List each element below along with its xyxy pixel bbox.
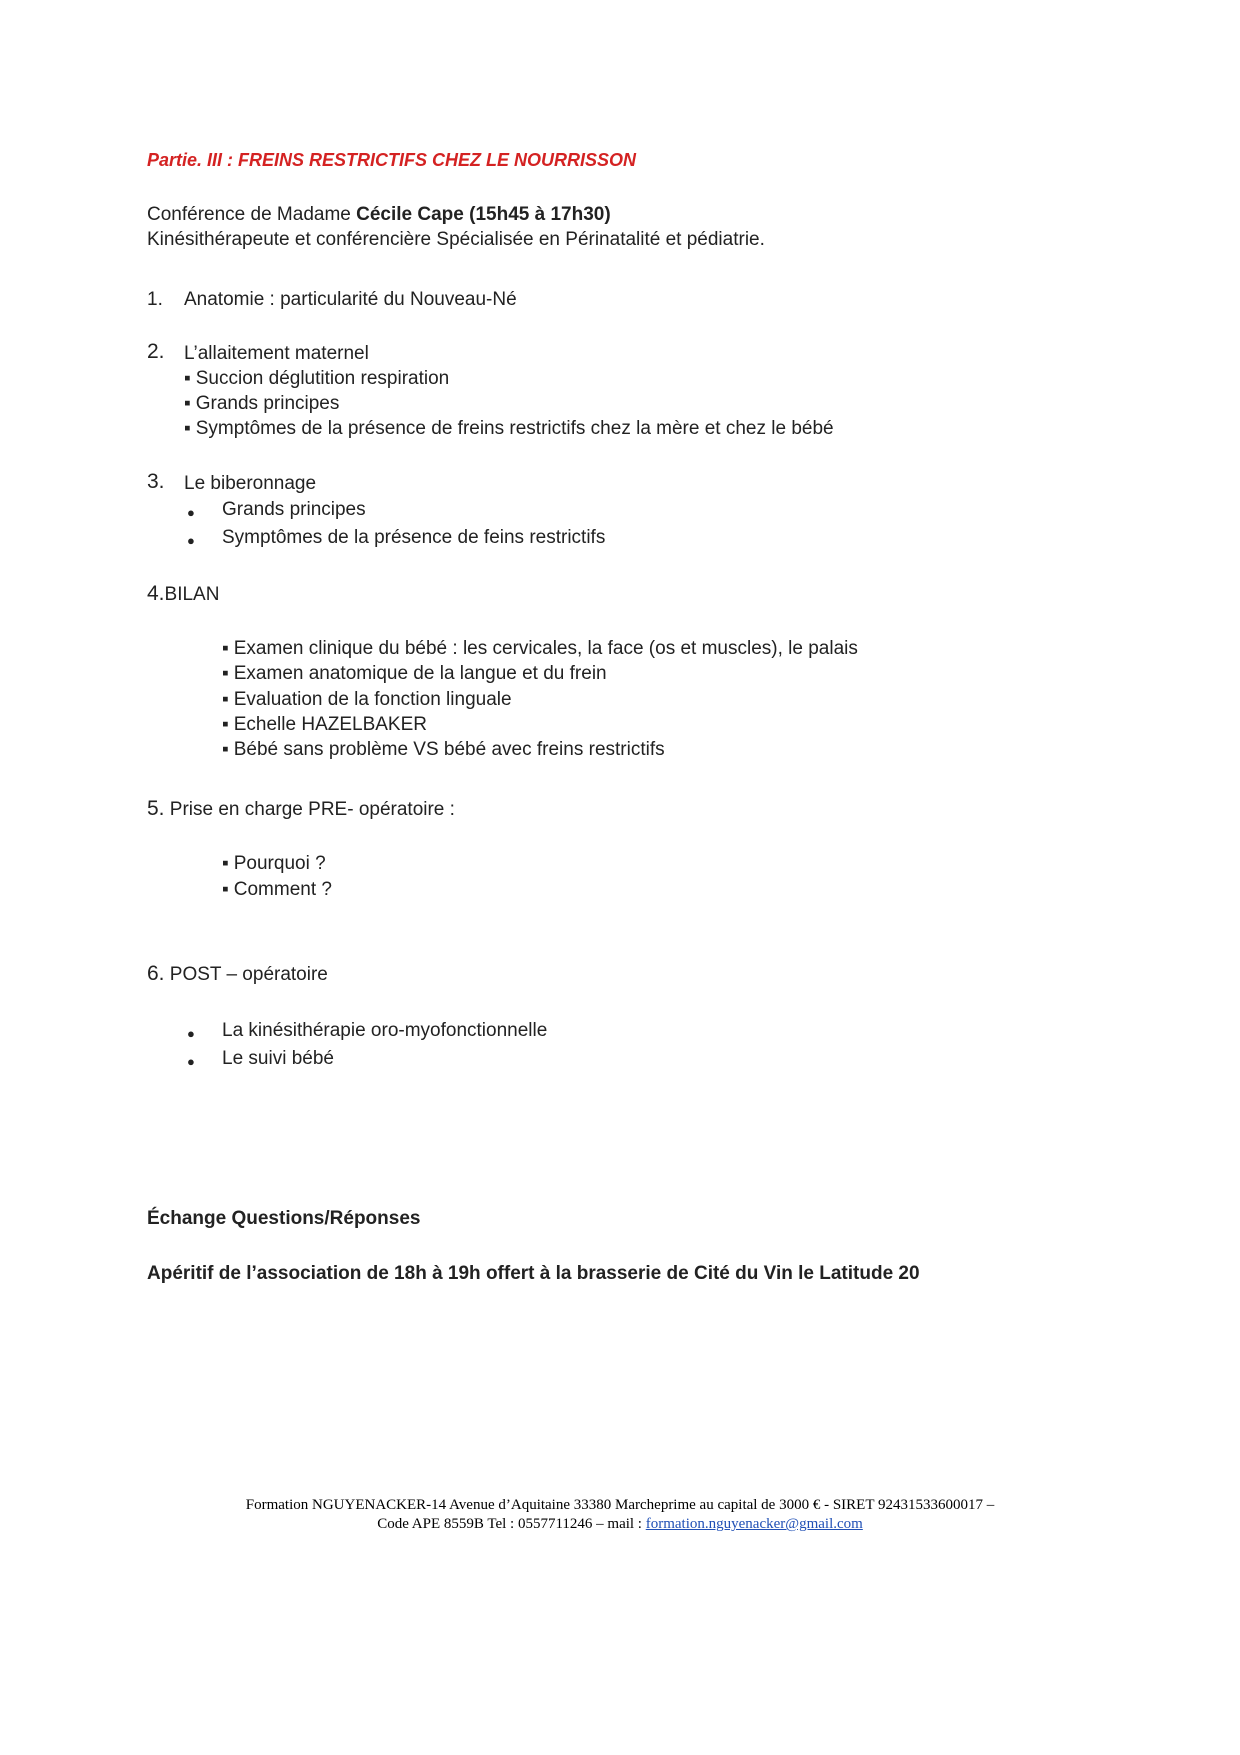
section-4-label: BILAN (164, 584, 220, 605)
footer-email-link[interactable]: formation.nguyenacker@gmail.com (645, 1516, 863, 1532)
section-6-label: POST – opératoire (169, 964, 328, 985)
list-item: ▪ Pourquoi ? (222, 852, 326, 876)
bullet-icon: ● (187, 505, 195, 520)
list-item: ▪ Symptômes de la présence de freins restrictifs chez la mère et chez le bébé (184, 417, 834, 441)
list-item: ▪ Succion déglutition respiration (184, 367, 449, 391)
footer-contact: Code APE 8559B Tel : 0557711246 – mail : (377, 1516, 646, 1532)
list-item: ▪ Bébé sans problème VS bébé avec freins restrictifs (222, 738, 665, 762)
footer-line-1: Formation NGUYENACKER-14 Avenue d’Aquitaine 33380 Marcheprime au capital de 3000 € - SIRET 92431533600017 – (245, 1497, 995, 1513)
bullet-icon: ● (187, 1026, 195, 1041)
section-5-number: 5. (147, 797, 165, 820)
footer-line-2 (160, 1515, 1080, 1534)
qa-heading: Échange Questions/Réponses (147, 1208, 421, 1229)
list-item: ▪ Echelle HAZELBAKER (222, 713, 427, 737)
section-2-label: L’allaitement maternel (184, 343, 369, 364)
list-item: ▪ Evaluation de la fonction linguale (222, 688, 512, 712)
bullet-icon: ● (187, 1054, 195, 1069)
conference-line (147, 203, 611, 227)
section-4-heading (147, 582, 219, 607)
bullet-icon: ● (187, 533, 195, 548)
list-item: ▪ Grands principes (184, 392, 339, 416)
section-3-label: Le biberonnage (184, 473, 317, 494)
aperitif-line: Apéritif de l’association de 18h à 19h offert à la brasserie de Cité du Vin le Latitude 20 (147, 1263, 920, 1284)
list-item: La kinésithérapie oro-myofonctionnelle (222, 1020, 548, 1041)
list-item: Grands principes (222, 499, 366, 520)
section-1-number: 1. (147, 289, 163, 310)
section-title: Partie. III : FREINS RESTRICTIFS CHEZ LE NOURRISSON (147, 150, 637, 170)
list-item: ▪ Comment ? (222, 878, 332, 902)
section-6-heading (147, 962, 328, 987)
section-1-label: Anatomie : particularité du Nouveau-Né (184, 289, 517, 310)
speaker-role: Kinésithérapeute et conférencière Spécialisée en Périnatalité et pédiatrie. (147, 229, 765, 250)
section-3-number: 3. (147, 470, 165, 493)
list-item: ▪ Examen anatomique de la langue et du frein (222, 662, 607, 686)
section-5-heading (147, 797, 455, 822)
list-item: Symptômes de la présence de feins restrictifs (222, 527, 606, 548)
list-item: Le suivi bébé (222, 1048, 334, 1069)
section-2-number: 2. (147, 340, 165, 363)
section-5-label: Prise en charge PRE- opératoire : (169, 799, 455, 820)
section-6-number: 6. (147, 962, 165, 985)
section-4-number: 4. (147, 582, 165, 605)
list-item: ▪ Examen clinique du bébé : les cervicales, la face (os et muscles), le palais (222, 637, 858, 661)
speaker-name: Cécile Cape (15h45 à 17h30) (356, 204, 611, 225)
conference-prefix: Conférence de Madame (147, 204, 357, 225)
